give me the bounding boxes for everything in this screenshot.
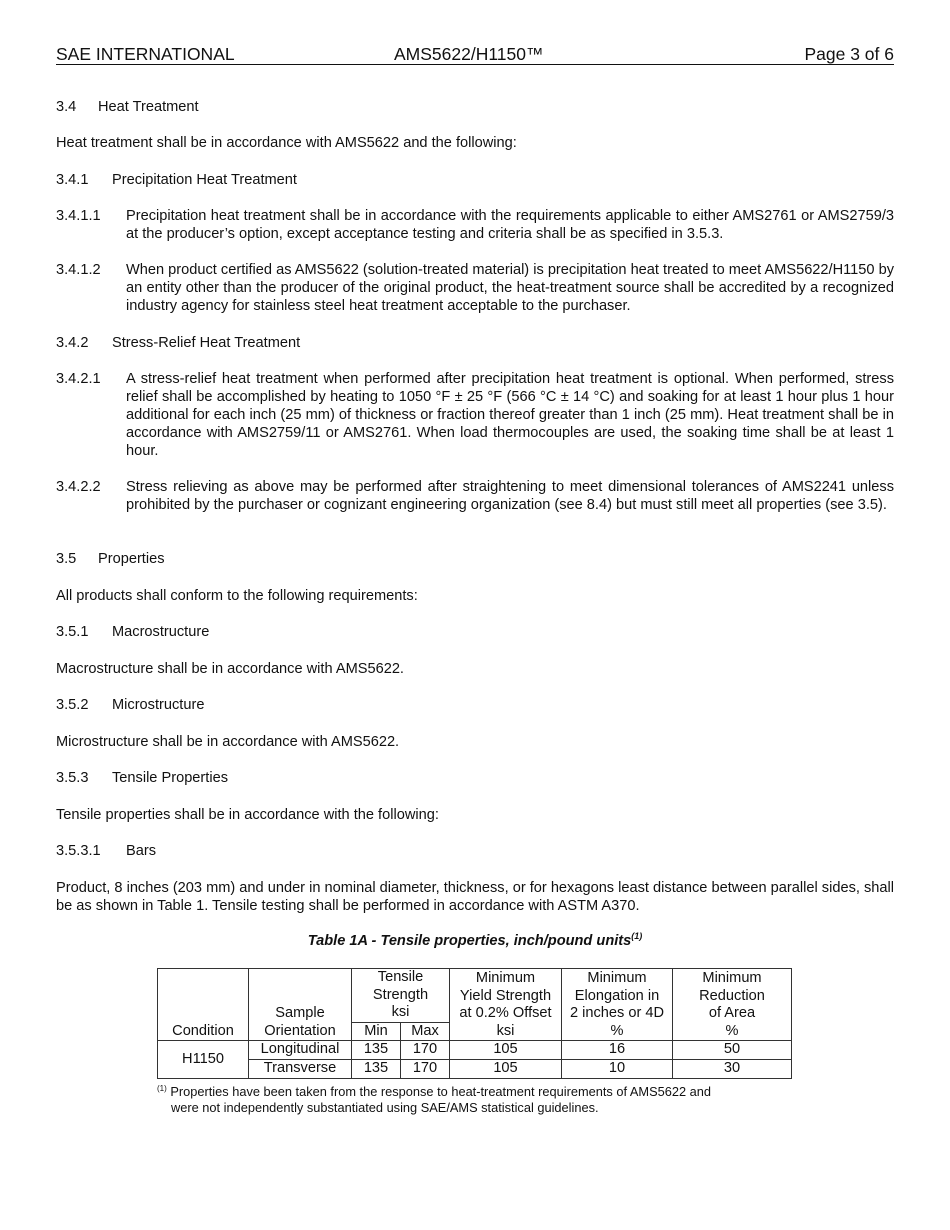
footnote-line-1: Properties have been taken from the response to heat-treatment requirements of AMS5622 and <box>170 1084 711 1099</box>
section-title: Properties <box>98 551 165 567</box>
header-yield-strength: Minimum Yield Strength at 0.2% Offset ksi <box>450 969 562 1041</box>
paragraph-3-5-3: Tensile properties shall be in accordance with the following: <box>56 807 439 823</box>
cell-max: 170 <box>401 1041 450 1060</box>
section-number: 3.5.3 <box>56 770 89 786</box>
clause-number: 3.4.2.2 <box>56 479 101 495</box>
clause-number: 3.4.1.1 <box>56 208 101 224</box>
section-number: 3.4.2 <box>56 335 89 351</box>
section-number: 3.4.1 <box>56 172 89 188</box>
header-tensile-strength: Tensile Strength ksi <box>352 969 450 1023</box>
header-max: Max <box>401 1022 450 1041</box>
cell-orientation: Transverse <box>249 1059 352 1078</box>
clause-text: Precipitation heat treatment shall be in accordance with the requirements applicable to either AMS2761 or AMS2759/3 at the producer’s option, except acceptance testing and criteria shall be as specified in 3.5.3. <box>126 208 894 242</box>
heading-3-5-1 <box>56 623 209 641</box>
clause-3-4-1-1 <box>56 207 894 243</box>
heading-3-4 <box>56 98 199 116</box>
section-title: Microstructure <box>112 697 205 713</box>
section-number: 3.4 <box>56 99 77 115</box>
header-reduction-of-area: Minimum Reduction of Area % <box>673 969 792 1041</box>
clause-3-4-2-2 <box>56 478 894 514</box>
paragraph-3-5-3-1: Product, 8 inches (203 mm) and under in nominal diameter, thickness, or for hexagons least distance between parallel sides, shall be as shown in Table 1. Tensile testing shall be performed in accordance with ASTM A370. <box>56 880 894 914</box>
cell-yield: 105 <box>450 1059 562 1078</box>
table-header-row <box>158 969 792 1023</box>
header-organization: SAE INTERNATIONAL <box>56 44 235 64</box>
page-header <box>56 44 894 65</box>
heading-3-5 <box>56 550 165 568</box>
paragraph-3-5-1: Macrostructure shall be in accordance with AMS5622. <box>56 661 404 677</box>
header-page-number: Page 3 of 6 <box>804 44 894 64</box>
section-title: Macrostructure <box>112 624 210 640</box>
table-footnote <box>157 1084 797 1116</box>
clause-3-4-2-1 <box>56 370 894 460</box>
section-number: 3.5.3.1 <box>56 843 101 859</box>
cell-max: 170 <box>401 1059 450 1078</box>
clause-text: When product certified as AMS5622 (solution-treated material) is precipitation heat treated to meet AMS5622/H1150 by an entity other than the producer of the original product, the heat-treatment source shall be accredited by a recognized industry agency for stainless steel heat treatment acceptable to the purchaser. <box>126 262 894 314</box>
section-title: Precipitation Heat Treatment <box>112 172 297 188</box>
clause-number: 3.4.2.1 <box>56 371 101 387</box>
cell-condition: H1150 <box>158 1041 249 1078</box>
clause-3-4-1-2 <box>56 261 894 315</box>
heading-3-5-2 <box>56 696 204 714</box>
cell-reduction: 30 <box>673 1059 792 1078</box>
section-title: Stress-Relief Heat Treatment <box>112 335 301 351</box>
section-title: Heat Treatment <box>98 99 199 115</box>
table-caption <box>56 932 894 950</box>
section-number: 3.5.1 <box>56 624 89 640</box>
tensile-properties-table <box>157 968 792 1079</box>
footnote-line-2: were not independently substantiated using SAE/AMS statistical guidelines. <box>171 1100 599 1115</box>
paragraph-3-5-2: Microstructure shall be in accordance with AMS5622. <box>56 734 400 750</box>
table-row <box>158 1041 792 1060</box>
section-title: Tensile Properties <box>112 770 228 786</box>
header-elongation: Minimum Elongation in 2 inches or 4D % <box>562 969 673 1041</box>
cell-elongation: 10 <box>562 1059 673 1078</box>
clause-text: A stress-relief heat treatment when performed after precipitation heat treatment is optional. When performed, stress relief shall be accomplished by heating to 1050 °F ± 25 °F (566 °C ± 14 °C) and soaking for at least 1 hour plus 1 hour additional for each inch (25 mm) of thickness or fraction thereof greater than 1 inch (25 mm). Heat treatment shall be in accordance with AMS2759/11 or AMS2761. When load thermocouples are used, the soaking time shall be at least 1 hour. <box>126 371 894 459</box>
table-row <box>158 1059 792 1078</box>
heading-3-4-1 <box>56 171 297 189</box>
cell-min: 135 <box>352 1041 401 1060</box>
clause-number: 3.4.1.2 <box>56 262 101 278</box>
document-page <box>56 44 894 1115</box>
table-caption-text: Table 1A - Tensile properties, inch/pound units <box>307 933 632 949</box>
paragraph-3-4: Heat treatment shall be in accordance with AMS5622 and the following: <box>56 135 517 151</box>
cell-min: 135 <box>352 1059 401 1078</box>
paragraph-3-5: All products shall conform to the following requirements: <box>56 588 418 604</box>
heading-3-5-3-1 <box>56 842 156 860</box>
heading-3-4-2 <box>56 334 300 352</box>
header-document-id: AMS5622/H1150™ <box>394 44 544 64</box>
cell-yield: 105 <box>450 1041 562 1060</box>
section-number: 3.5 <box>56 551 77 567</box>
cell-reduction: 50 <box>673 1041 792 1060</box>
header-min: Min <box>352 1022 401 1041</box>
table-caption-note: (1) <box>631 931 643 941</box>
header-condition: Condition <box>158 969 249 1041</box>
cell-elongation: 16 <box>562 1041 673 1060</box>
header-orientation: Sample Orientation <box>249 969 352 1041</box>
cell-orientation: Longitudinal <box>249 1041 352 1060</box>
heading-3-5-3 <box>56 769 228 787</box>
footnote-mark: (1) <box>157 1084 167 1093</box>
clause-text: Stress relieving as above may be performed after straightening to meet dimensional tolerances of AMS2241 unless prohibited by the purchaser or cognizant engineering organization (see 8.4) but must still meet all properties (see 3.5). <box>126 479 894 513</box>
section-title: Bars <box>126 843 157 859</box>
section-number: 3.5.2 <box>56 697 89 713</box>
